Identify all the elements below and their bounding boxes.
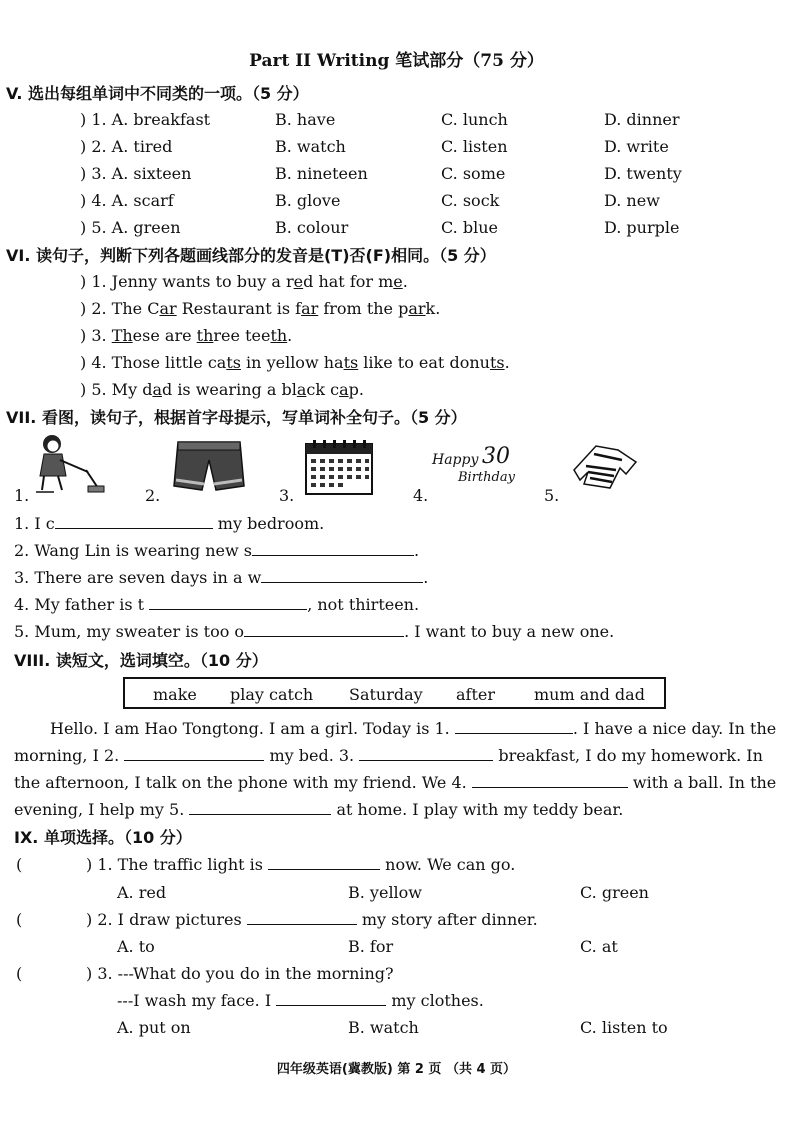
- picture-label-4: 4.: [413, 486, 429, 505]
- cake-text-birthday: Birthday: [458, 470, 515, 485]
- passage-line-2: [14, 746, 763, 765]
- s5-row5-b: B. colour: [275, 218, 349, 237]
- s5-row2-b: B. watch: [275, 137, 346, 156]
- s7-s4-post: , not thirteen.: [307, 595, 420, 614]
- s7-sentence-5: [14, 622, 614, 641]
- s6-item3-part: .: [287, 326, 293, 345]
- s6-item2-underline: ar: [301, 299, 319, 318]
- answer-blank[interactable]: [261, 568, 423, 583]
- s7-sentence-2: [14, 541, 419, 560]
- s7-sentence-4: [14, 595, 419, 614]
- s6-item3-part: ree tee: [213, 326, 271, 345]
- s6-item4-underline: ts: [343, 353, 359, 372]
- s5-row3-d: D. twenty: [604, 164, 682, 183]
- answer-blank[interactable]: [55, 514, 213, 529]
- q2-option-b: B. for: [348, 937, 394, 956]
- q3-paren: (: [16, 964, 23, 983]
- q3-text: my clothes.: [386, 991, 484, 1010]
- s6-item3-part: ) 3.: [80, 326, 112, 345]
- cake-text-happy: Happy: [432, 452, 479, 468]
- q1-stem: [86, 855, 515, 874]
- s6-item-3: [80, 326, 292, 345]
- s6-item4-underline: ts: [226, 353, 241, 372]
- s6-item2-part: ) 2. The C: [80, 299, 160, 318]
- passage-line-4: [14, 800, 623, 819]
- s7-sentence-3: [14, 568, 428, 587]
- s7-s4-pre: 4. My father is t: [14, 595, 150, 614]
- answer-blank[interactable]: [244, 622, 404, 637]
- answer-blank[interactable]: [124, 746, 264, 761]
- s6-item5-underline: a: [152, 380, 162, 399]
- s5-row2-c: C. listen: [441, 137, 508, 156]
- s6-item2-underline: ar: [159, 299, 177, 318]
- s7-s3-post: .: [423, 568, 429, 587]
- s5-row1-b: B. have: [275, 110, 336, 129]
- s6-item5-part: ck c: [306, 380, 340, 399]
- q2-stem: [86, 910, 538, 929]
- passage-text: with a ball. In the: [627, 773, 777, 792]
- passage-text: Hello. I am Hao Tongtong. I am a girl. Today is 1.: [50, 719, 450, 738]
- s7-sentence-1: [14, 514, 324, 533]
- s6-item4-part: ) 4. Those little ca: [80, 353, 227, 372]
- answer-blank[interactable]: [247, 910, 357, 925]
- passage-line-1: [50, 719, 776, 738]
- answer-blank[interactable]: [472, 773, 628, 788]
- girl-cleaning-picture: [28, 432, 108, 496]
- s5-row4-b: B. glove: [275, 191, 341, 210]
- s6-item3-part: ese are: [132, 326, 197, 345]
- q1-option-b: B. yellow: [348, 883, 422, 902]
- answer-blank[interactable]: [276, 991, 386, 1006]
- s6-item-5: [80, 380, 364, 399]
- s5-row4-d: D. new: [604, 191, 660, 210]
- s7-s1-post: my bedroom.: [212, 514, 325, 533]
- picture-label-3: 3.: [279, 486, 295, 505]
- passage-text: morning, I 2.: [14, 746, 120, 765]
- section-9-heading: IX. 单项选择。（10 分）: [14, 828, 192, 847]
- s5-row1-c: C. lunch: [441, 110, 508, 129]
- s5-row5-c: C. blue: [441, 218, 498, 237]
- passage-text: evening, I help my 5.: [14, 800, 185, 819]
- answer-blank[interactable]: [189, 800, 331, 815]
- s7-s5-pre: 5. Mum, my sweater is too o: [14, 622, 245, 641]
- s6-item5-underline: a: [296, 380, 307, 399]
- page-footer: 四年级英语(冀教版) 第 2 页 （共 4 页）: [276, 1062, 517, 1077]
- s6-item4-part: .: [504, 353, 510, 372]
- answer-blank[interactable]: [359, 746, 493, 761]
- q2-option-c: C. at: [580, 937, 618, 956]
- picture-label-5: 5.: [544, 486, 560, 505]
- page-title: Part II Writing 笔试部分（75 分）: [249, 51, 544, 71]
- s7-s1-pre: 1. I c: [14, 514, 55, 533]
- calendar-picture: [303, 438, 375, 496]
- section-7-heading: VII. 看图，读句子，根据首字母提示，写单词补全句子。（5 分）: [6, 408, 467, 427]
- q3-line2: [117, 991, 484, 1010]
- passage-line-3: [14, 773, 776, 792]
- s6-item3-underline: th: [196, 326, 214, 345]
- birthday-picture: [432, 446, 528, 492]
- q2-text: ) 2. I draw pictures: [86, 910, 242, 929]
- s6-item1-part: ) 1. Jenny wants to buy a r: [80, 272, 294, 291]
- answer-blank[interactable]: [455, 719, 573, 734]
- word-bank-item: after: [456, 685, 496, 704]
- s6-item1-underline: e: [293, 272, 304, 291]
- s5-row2-a: ) 2. A. tired: [80, 137, 173, 156]
- s5-row3-a: ) 3. A. sixteen: [80, 164, 192, 183]
- s6-item5-part: ) 5. My d: [80, 380, 153, 399]
- s6-item5-part: p.: [348, 380, 364, 399]
- q3-option-b: B. watch: [348, 1018, 419, 1037]
- word-bank: [123, 677, 666, 709]
- s6-item5-part: d is wearing a bl: [161, 380, 297, 399]
- s5-row5-a: ) 5. A. green: [80, 218, 181, 237]
- s6-item1-part: d hat for m: [303, 272, 394, 291]
- s6-item4-part: in yellow ha: [240, 353, 344, 372]
- s6-item-2: [80, 299, 440, 318]
- q3-option-a: A. put on: [117, 1018, 191, 1037]
- s6-item3-underline: th: [270, 326, 288, 345]
- word-bank-item: Saturday: [349, 685, 423, 704]
- s7-s2-post: .: [414, 541, 420, 560]
- q1-text: ) 1. The traffic light is: [86, 855, 263, 874]
- answer-blank[interactable]: [268, 855, 380, 870]
- q1-text: now. We can go.: [380, 855, 516, 874]
- shorts-picture: [172, 438, 246, 496]
- cake-text-30: 30: [482, 444, 510, 469]
- s5-row4-c: C. sock: [441, 191, 500, 210]
- s6-item5-underline: a: [339, 380, 349, 399]
- s6-item4-part: like to eat donu: [358, 353, 490, 372]
- s5-row1-a: ) 1. A. breakfast: [80, 110, 211, 129]
- s5-row4-a: ) 4. A. scarf: [80, 191, 174, 210]
- passage-text: . I have a nice day. In the: [572, 719, 777, 738]
- q3-stem: ) 3. ---What do you do in the morning?: [86, 964, 394, 983]
- s6-item1-part: .: [402, 272, 408, 291]
- section-5-heading: V. 选出每组单词中不同类的一项。（5 分）: [6, 84, 309, 103]
- q2-paren: (: [16, 910, 23, 929]
- section-6-heading: VI. 读句子，判断下列各题画线部分的发音是(T)否(F)相同。（5 分）: [6, 246, 496, 265]
- s6-item2-part: from the p: [318, 299, 409, 318]
- picture-label-1: 1.: [14, 486, 30, 505]
- s6-item1-underline: e: [393, 272, 403, 291]
- s6-item2-part: Restaurant is f: [176, 299, 302, 318]
- word-bank-item: make: [153, 685, 197, 704]
- s7-s5-post: . I want to buy a new one.: [404, 622, 615, 641]
- sweater-picture: [566, 440, 642, 492]
- s5-row5-d: D. purple: [604, 218, 680, 237]
- q1-option-a: A. red: [117, 883, 167, 902]
- answer-blank[interactable]: [252, 541, 414, 556]
- s6-item-4: [80, 353, 510, 372]
- picture-label-2: 2.: [145, 486, 161, 505]
- s7-s3-pre: 3. There are seven days in a w: [14, 568, 262, 587]
- q3-text: ---I wash my face. I: [117, 991, 272, 1010]
- s6-item3-underline: Th: [111, 326, 133, 345]
- s5-row2-d: D. write: [604, 137, 669, 156]
- answer-blank[interactable]: [149, 595, 307, 610]
- q1-option-c: C. green: [580, 883, 649, 902]
- s6-item2-part: k.: [425, 299, 441, 318]
- passage-text: the afternoon, I talk on the phone with my friend. We 4.: [14, 773, 467, 792]
- q1-paren: (: [16, 855, 23, 874]
- passage-text: my bed. 3.: [264, 746, 355, 765]
- passage-text: at home. I play with my teddy bear.: [331, 800, 624, 819]
- passage-text: breakfast, I do my homework. In: [493, 746, 763, 765]
- q2-option-a: A. to: [117, 937, 155, 956]
- s7-s2-pre: 2. Wang Lin is wearing new s: [14, 541, 252, 560]
- s5-row3-b: B. nineteen: [275, 164, 368, 183]
- word-bank-item: play catch: [230, 685, 314, 704]
- q3-option-c: C. listen to: [580, 1018, 668, 1037]
- section-8-heading: VIII. 读短文，选词填空。（10 分）: [14, 651, 268, 670]
- word-bank-item: mum and dad: [534, 685, 645, 704]
- s5-row3-c: C. some: [441, 164, 506, 183]
- s6-item-1: [80, 272, 408, 291]
- s6-item4-underline: ts: [489, 353, 505, 372]
- s5-row1-d: D. dinner: [604, 110, 680, 129]
- s6-item2-underline: ar: [408, 299, 426, 318]
- q2-text: my story after dinner.: [356, 910, 538, 929]
